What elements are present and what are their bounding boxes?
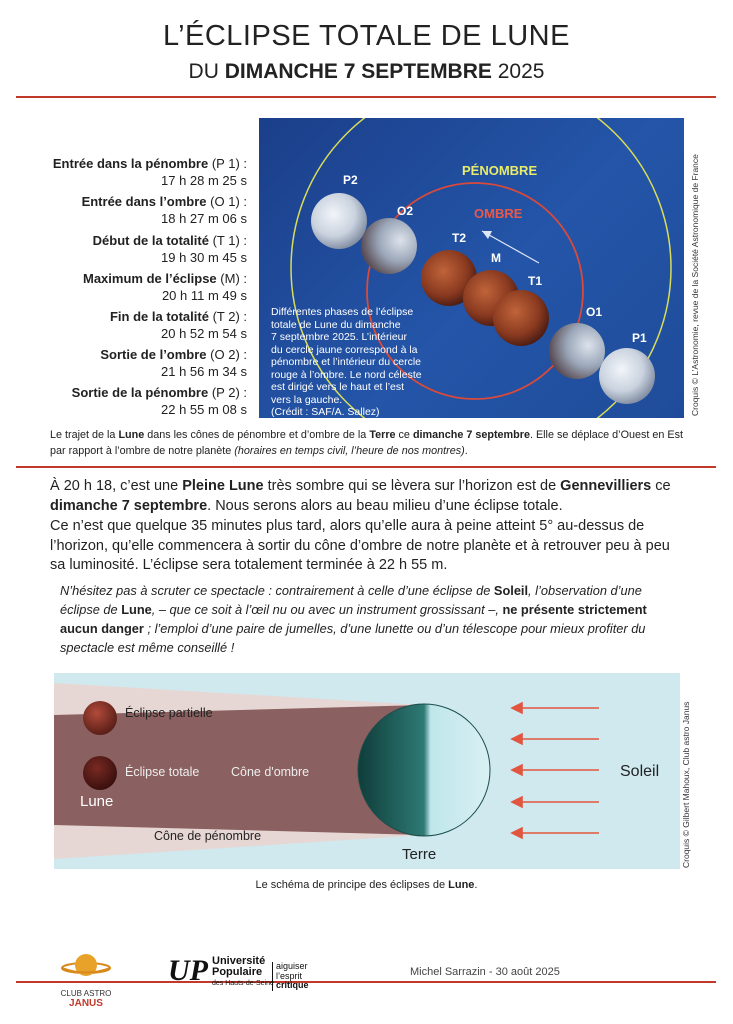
photo-credit: Croquis © L’Astronomie, revue de la Société Astronomique de France bbox=[690, 154, 700, 416]
diagram-credit: Croquis © Gilbert Mahoux, Club astro Janus bbox=[681, 701, 691, 868]
timeline-label: Sortie de la pénombre (P 2) : bbox=[71, 385, 247, 400]
header-rule bbox=[16, 96, 716, 98]
timeline-time: 17 h 28 m 25 s bbox=[161, 173, 247, 188]
timeline-label: Entrée dans l’ombre (O 1) : bbox=[81, 194, 247, 209]
moon-p2 bbox=[311, 193, 367, 249]
diagram-caption: Le schéma de principe des éclipses de Lune. bbox=[255, 879, 478, 891]
timeline-time: 21 h 56 m 34 s bbox=[161, 364, 247, 379]
penumbra-cone-label: Cône de pénombre bbox=[154, 829, 262, 843]
photo-caption: Différentes phases de l’éclipse totale de Lune du dimanche 7 septembre 2025. L’intérieur du cercle jaune correspond à la pénombre et l’intérieur du cercle rouge à l’ombre. Le nord céleste est dirigé vers le haut et l’est vers la gauche. (Crédit : SAF/A. Sallez) bbox=[271, 306, 422, 418]
ombre-label: OMBRE bbox=[474, 206, 523, 221]
timeline-label: Entrée dans la pénombre (P 1) : bbox=[52, 156, 247, 171]
umbra-cone-label: Cône d'ombre bbox=[231, 765, 310, 779]
section-rule bbox=[16, 466, 716, 468]
page-subtitle: DU DIMANCHE 7 SEPTEMBRE 2025 bbox=[188, 60, 545, 83]
timeline-time: 18 h 27 m 06 s bbox=[161, 211, 247, 226]
timeline-time: 19 h 30 m 45 s bbox=[161, 250, 247, 265]
timeline-label: Sortie de l’ombre (O 2) : bbox=[100, 347, 247, 362]
eclipse-photo bbox=[259, 118, 684, 418]
penombre-label: PÉNOMBRE bbox=[462, 163, 538, 178]
timeline-label: Maximum de l’éclipse (M) : bbox=[83, 271, 247, 286]
svg-text:M: M bbox=[491, 251, 501, 265]
svg-text:P2: P2 bbox=[343, 173, 358, 187]
partial-label: Éclipse partielle bbox=[125, 706, 213, 720]
svg-text:O1: O1 bbox=[586, 305, 603, 319]
timeline-label: Début de la totalité (T 1) : bbox=[92, 233, 247, 248]
timeline-label: Fin de la totalité (T 2) : bbox=[109, 309, 247, 324]
club-logo: CLUB ASTRO JANUS bbox=[56, 950, 116, 1010]
moon-p1 bbox=[599, 348, 655, 404]
paragraph-1: À 20 h 18, c’est une Pleine Lune très sombre qui se lèvera sur l’horizon est de Gennevilliers ce dimanche 7 septembre. Nous serons alors au beau milieu d’une éclipse totale. bbox=[50, 478, 671, 514]
page-title: L’ÉCLIPSE TOTALE DE LUNE bbox=[163, 20, 570, 52]
moon-partial bbox=[83, 701, 117, 735]
photo-caption-main: Le trajet de la Lune dans les cônes de pénombre et d’ombre de la Terre ce dimanche 7 septembre. Elle se déplace d’Ouest en Est par rapport à l’ombre de notre planète (horaires en temps civil, l’heure de nos montres). bbox=[50, 429, 683, 457]
earth bbox=[358, 704, 490, 836]
moon-t1 bbox=[493, 290, 549, 346]
moon-total bbox=[83, 756, 117, 790]
earth-label: Terre bbox=[402, 846, 437, 863]
timeline-time: 20 h 11 m 49 s bbox=[161, 288, 247, 303]
moon-o2 bbox=[361, 218, 417, 274]
svg-text:T1: T1 bbox=[528, 274, 543, 288]
moon-o1 bbox=[549, 323, 605, 379]
svg-text:P1: P1 bbox=[632, 331, 647, 345]
eclipse-diagram bbox=[54, 673, 680, 869]
university-logo: UP Université Populaire des Hauts-de-Seine aiguiser l’esprit critique bbox=[168, 954, 309, 990]
sun-label: Soleil bbox=[620, 763, 660, 780]
svg-text:T2: T2 bbox=[452, 231, 467, 245]
paragraph-2: Ce n’est que quelque 35 minutes plus tard, alors qu’elle aura à peine atteint 5° au-dessus de l’horizon, qu’elle commencera à sortir du cône d’ombre de notre planète et à retrouver peu à peu sa luminosité. L’éclipse sera totalement terminée à 22 h 55 m. bbox=[50, 518, 670, 573]
moon-label: Lune bbox=[80, 793, 114, 810]
author-date: Michel Sarrazin - 30 août 2025 bbox=[410, 966, 560, 978]
footer-rule bbox=[16, 981, 716, 983]
svg-text:O2: O2 bbox=[397, 204, 414, 218]
total-label: Éclipse totale bbox=[125, 765, 200, 779]
timeline-time: 22 h 55 m 08 s bbox=[161, 402, 247, 417]
timeline-time: 20 h 52 m 54 s bbox=[161, 326, 247, 341]
safety-note: N’hésitez pas à scruter ce spectacle : contrairement à celle d’une éclipse de Soleil, l’observation d’une éclipse de Lune, – que ce soit à l’œil nu ou avec un instrument grossissant –, ne présente strictement aucun danger ; l’emploi d’une paire de jumelles, d’une lunette ou d’un télescope pour mieux profiter du spectacle est même conseillé ! bbox=[60, 583, 647, 655]
